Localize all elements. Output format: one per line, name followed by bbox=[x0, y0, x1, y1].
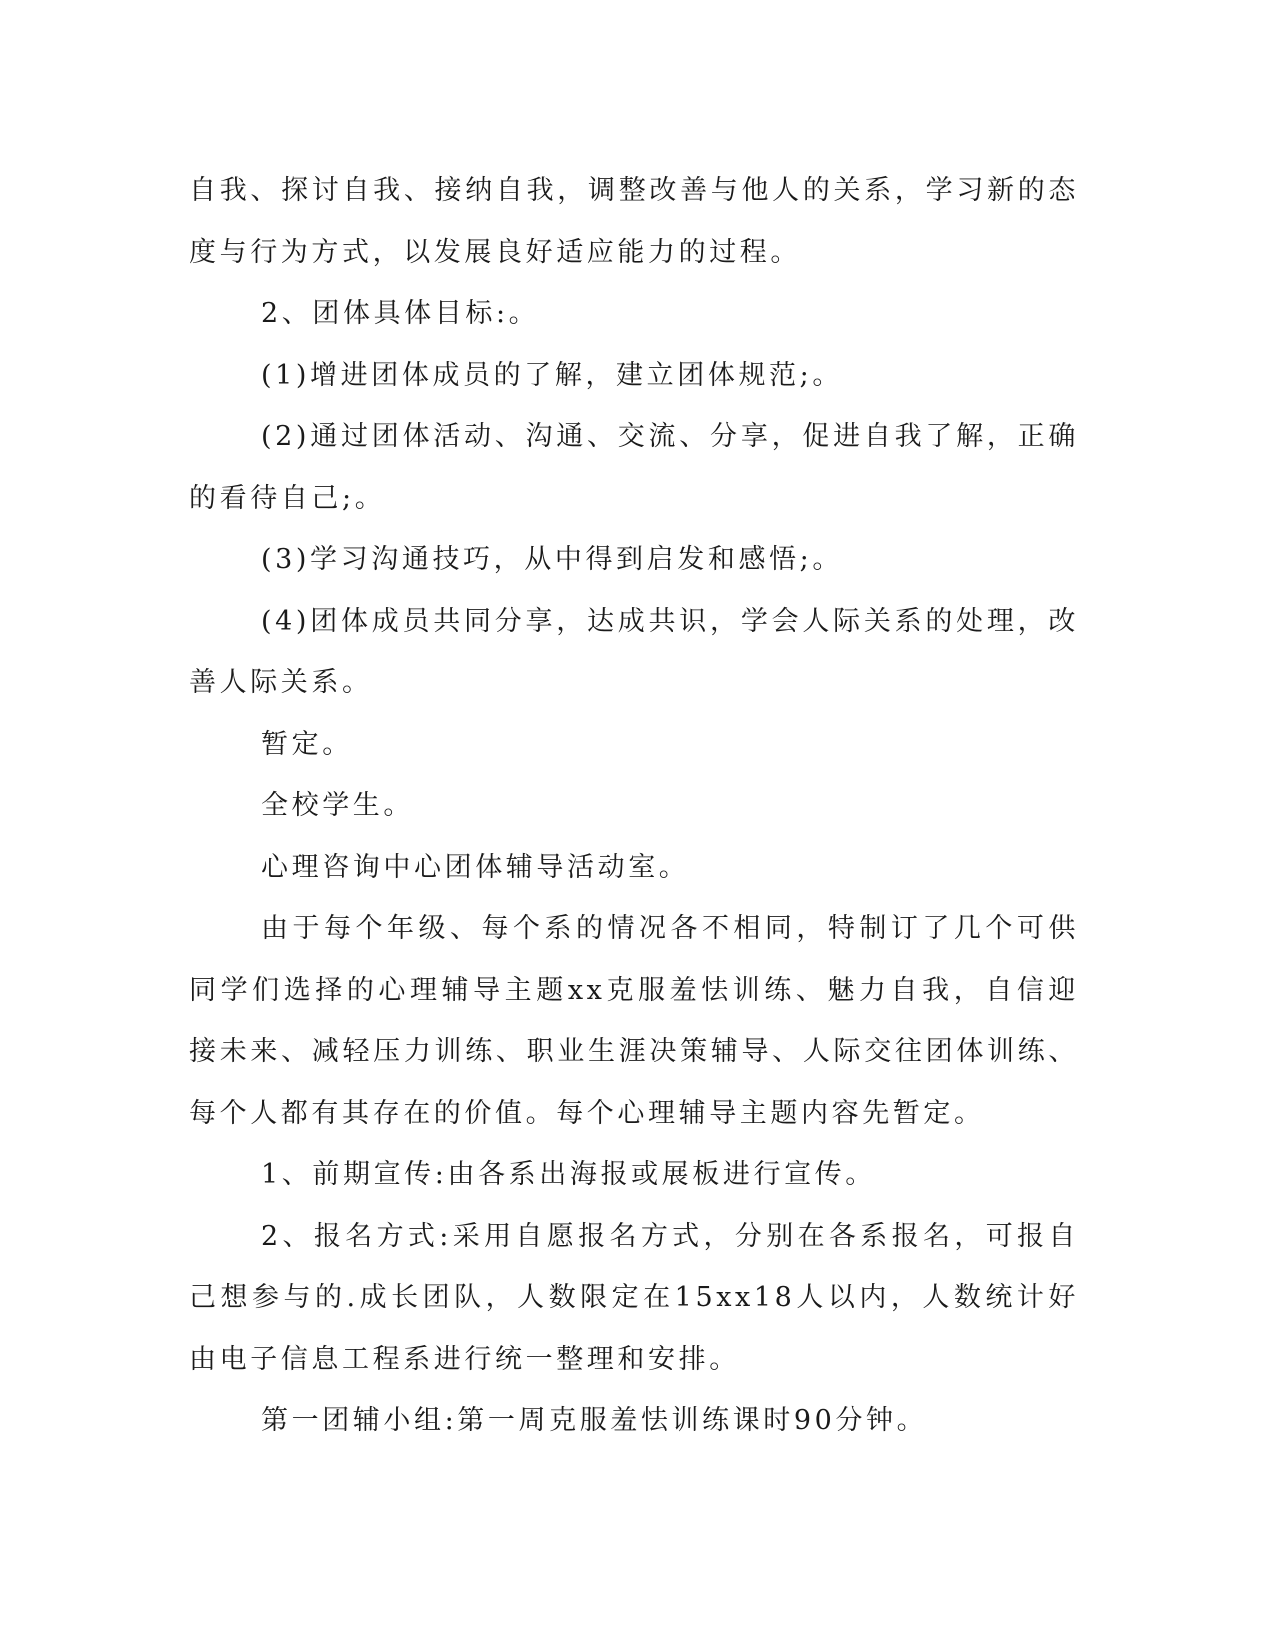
paragraph-topics: 由于每个年级、每个系的情况各不相同，特制订了几个可供同学们选择的心理辅导主题xx克服羞怯训练、魅力自我，自信迎接未来、减轻压力训练、职业生涯决策辅导、人际交往团体训练、每个人都有其存在的价值。每个心理辅导主题内容先暂定。 bbox=[189, 913, 1079, 1129]
paragraph-publicity: 1、前期宣传:由各系出海报或展板进行宣传。 bbox=[261, 1159, 876, 1190]
paragraph-goal-3: (3)学习沟通技巧，从中得到启发和感悟;。 bbox=[261, 544, 843, 575]
paragraph-goal-2: (2)通过团体活动、沟通、交流、分享，促进自我了解，正确的看待自己;。 bbox=[189, 421, 1079, 514]
paragraph-registration: 2、报名方式:采用自愿报名方式，分别在各系报名，可报自己想参与的.成长团队，人数限定在15xx18人以内，人数统计好由电子信息工程系进行统一整理和安排。 bbox=[189, 1220, 1079, 1375]
paragraph-participants: 全校学生。 bbox=[261, 790, 414, 821]
paragraph-goal-1: (1)增进团体成员的了解，建立团体规范;。 bbox=[261, 359, 843, 391]
document-body bbox=[189, 160, 1079, 1452]
paragraph-time: 暂定。 bbox=[261, 728, 353, 760]
paragraph-goal-4: (4)团体成员共同分享，达成共识，学会人际关系的处理，改善人际关系。 bbox=[189, 605, 1079, 698]
paragraph-location: 心理咨询中心团体辅导活动室。 bbox=[261, 851, 690, 883]
paragraph-self-exploration: 自我、探讨自我、接纳自我，调整改善与他人的关系，学习新的态度与行为方式，以发展良好适应能力的过程。 bbox=[189, 175, 1079, 268]
paragraph-group-goals-heading: 2、团体具体目标:。 bbox=[261, 298, 540, 329]
paragraph-first-group: 第一团辅小组:第一周克服羞怯训练课时90分钟。 bbox=[261, 1405, 928, 1436]
